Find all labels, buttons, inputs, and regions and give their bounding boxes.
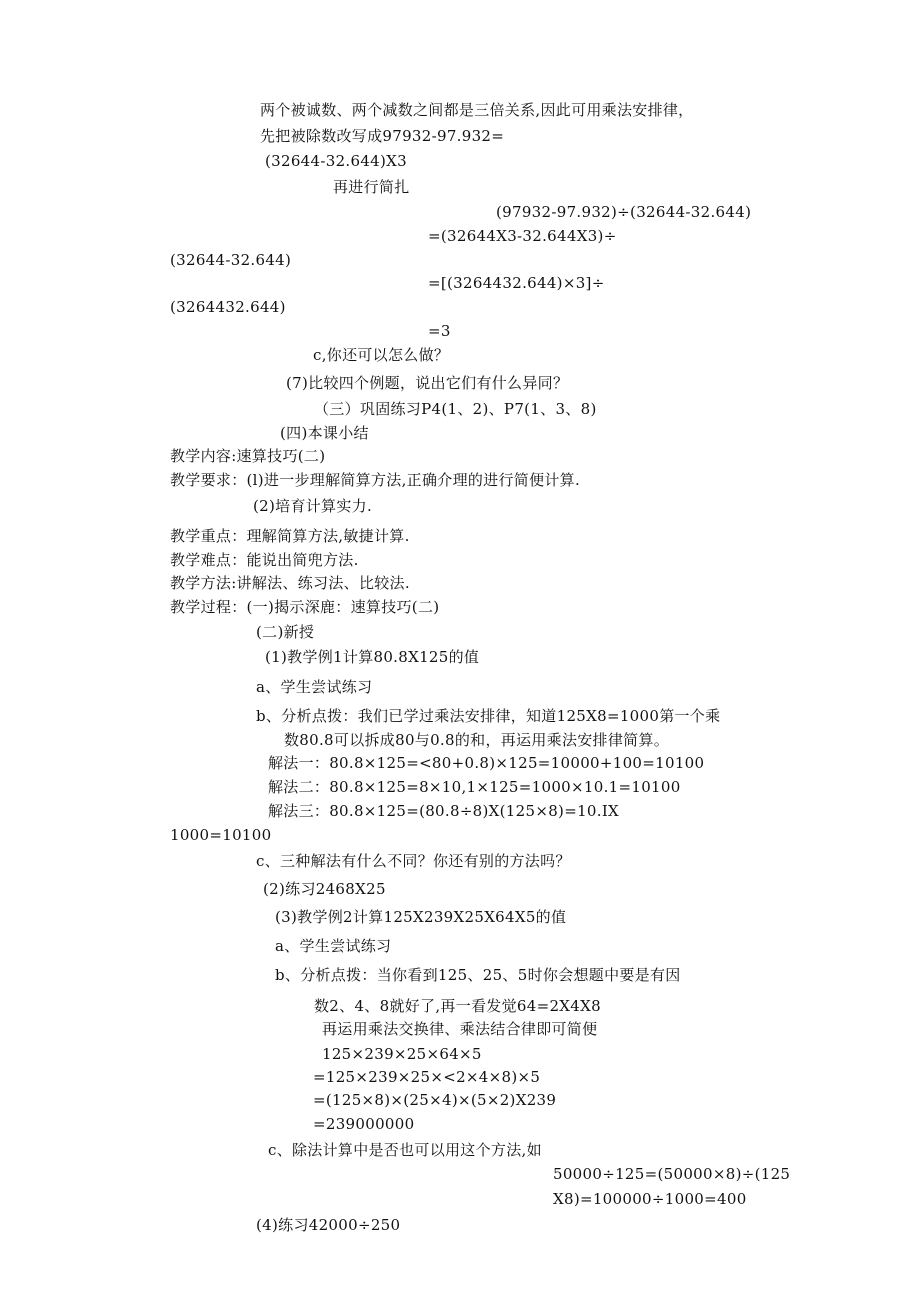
text-line: 教学重点：理解简算方法,敏捷计算. xyxy=(170,527,410,545)
text-line: (3)教学例2计算125X239X25X64X5的值 xyxy=(275,908,567,926)
text-line: c、除法计算中是否也可以用这个方法,如 xyxy=(268,1141,542,1159)
text-line: b、分析点拨：我们已学过乘法安排律，知道125X8=1000第一个乘 xyxy=(256,707,721,725)
text-line: (32644-32.644)X3 xyxy=(265,152,407,170)
text-line: =(125×8)×(25×4)×(5×2)X239 xyxy=(313,1091,557,1109)
text-line: (32644-32.644) xyxy=(170,251,292,269)
text-line: (4)练习42000÷250 xyxy=(256,1216,401,1234)
text-line: 50000÷125=(50000×8)÷(125 xyxy=(553,1165,791,1183)
text-line: (3264432.644) xyxy=(170,298,286,316)
text-line: =[(3264432.644)×3]÷ xyxy=(428,274,605,292)
text-line: 1000=10100 xyxy=(170,826,272,844)
text-line: (二)新授 xyxy=(256,623,315,641)
text-line: 教学方法:讲解法、练习法、比较法. xyxy=(170,574,410,592)
text-line: 教学要求：(l)进一步理解简算方法,正确介理的进行简便计算. xyxy=(170,471,581,489)
text-line: (2)练习2468X25 xyxy=(263,880,386,898)
text-line: 再进行简扎 xyxy=(333,178,410,196)
text-line: (7)比较四个例题，说出它们有什么异同？ xyxy=(286,374,569,392)
text-line: c、三种解法有什么不同？你还有别的方法吗？ xyxy=(256,852,571,870)
text-line: 教学内容:速算技巧(二) xyxy=(170,447,326,465)
text-line: 解法一：80.8×125=<80+0.8)×125=10000+100=10100 xyxy=(268,754,705,772)
text-line: =3 xyxy=(428,322,451,340)
text-line: 教学难点：能说出简兜方法. xyxy=(170,551,359,569)
text-line: 两个被诚数、两个减数之间都是三倍关系,因此可用乘法安排律， xyxy=(260,101,694,119)
text-line: 数2、4、8就好了,再一看发觉64=2X4X8 xyxy=(314,997,601,1015)
text-line: a、学生尝试练习 xyxy=(256,678,373,696)
text-line: （三）巩固练习P4(1、2)、P7(1、3、8) xyxy=(314,400,597,418)
text-line: (2)培育计算实力. xyxy=(253,497,373,515)
text-line: 再运用乘法交换律、乘法结合律即可简便 xyxy=(322,1020,598,1038)
text-line: (97932-97.932)÷(32644-32.644) xyxy=(496,203,752,221)
text-line: (1)教学例1计算80.8X125的值 xyxy=(265,648,480,666)
text-line: 先把被除数改写成97932-97.932= xyxy=(260,127,505,145)
text-line: b、分析点拨：当你看到125、25、5时你会想题中要是有因 xyxy=(275,966,681,984)
text-line: 125×239×25×64×5 xyxy=(322,1045,482,1063)
text-line: 数80.8可以拆成80与0.8的和，再运用乘法安排律简算。 xyxy=(284,731,670,749)
text-line: =125×239×25×<2×4×8)×5 xyxy=(313,1068,541,1086)
text-line: =(32644X3-32.644X3)÷ xyxy=(428,227,617,245)
text-line: =239000000 xyxy=(313,1115,415,1133)
text-line: (四)本课小结 xyxy=(280,424,369,442)
text-line: 解法三：80.8×125=(80.8÷8)X(125×8)=10.IX xyxy=(268,802,620,820)
text-line: a、学生尝试练习 xyxy=(275,937,392,955)
text-line: c,你还可以怎么做？ xyxy=(313,346,450,364)
text-line: 教学过程：(一)揭示深鹿：速算技巧(二) xyxy=(170,598,440,616)
text-line: 解法二：80.8×125=8×10,1×125=1000×10.1=10100 xyxy=(268,778,681,796)
text-line: X8)=100000÷1000=400 xyxy=(553,1190,747,1208)
